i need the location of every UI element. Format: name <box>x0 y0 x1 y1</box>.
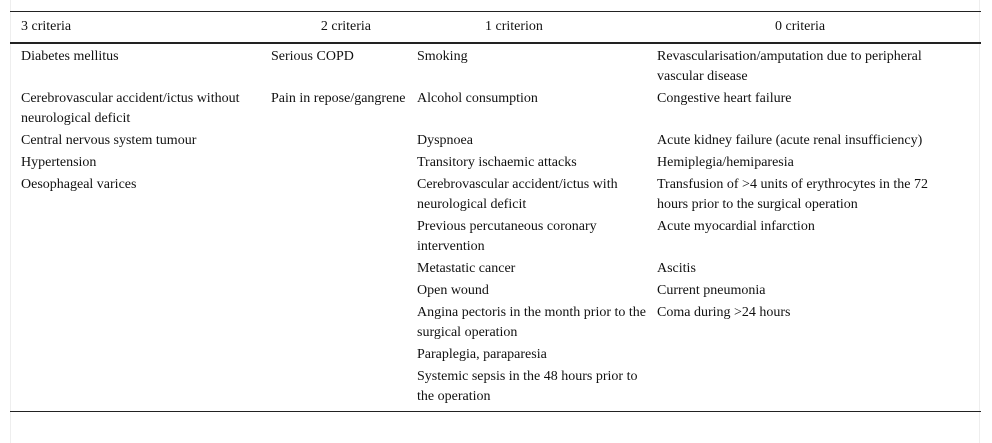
table-cell <box>260 258 407 280</box>
table-cell: Dyspnoea <box>417 133 473 148</box>
table-cell <box>10 344 260 366</box>
table-cell: Current pneumonia <box>657 283 766 298</box>
table-cell: Paraplegia, paraparesia <box>417 347 547 362</box>
table-cell: Smoking <box>417 49 468 64</box>
table-cell <box>260 216 407 258</box>
table-cell <box>260 366 407 412</box>
table-cell: Previous percutaneous coronary intervention <box>417 219 597 254</box>
table-cell <box>260 344 407 366</box>
table-cell: Acute myocardial infarction <box>657 219 815 234</box>
table-row <box>10 302 981 344</box>
table-cell: Hypertension <box>21 155 97 170</box>
table-row <box>10 88 981 130</box>
table-cell: Hemiplegia/hemiparesia <box>657 155 794 170</box>
table-cell <box>10 216 260 258</box>
column-header-1-criterion: 1 criterion <box>485 19 543 34</box>
table-row <box>10 280 981 302</box>
table-cell: Coma during >24 hours <box>657 305 791 320</box>
table-cell <box>10 280 260 302</box>
table-cell: Oesophageal varices <box>21 177 137 192</box>
table-cell <box>10 366 260 412</box>
table-cell: Systemic sepsis in the 48 hours prior to the operation <box>407 366 647 412</box>
table-cell: Congestive heart failure <box>657 91 792 106</box>
table-cell <box>10 258 260 280</box>
criteria-table <box>10 11 981 412</box>
table-cell: Cerebrovascular accident/ictus without neurological deficit <box>21 91 240 126</box>
table-cell <box>10 302 260 344</box>
table-cell: Pain in repose/gangrene <box>271 91 406 106</box>
table-cell: Transfusion of >4 units of erythrocytes in the 72 hours prior to the surgical operation <box>657 177 929 212</box>
table-cell: Central nervous system tumour <box>21 133 197 148</box>
table-row <box>10 130 981 152</box>
table-cell <box>647 366 981 412</box>
table-cell: Acute kidney failure (acute renal insufficiency) <box>657 133 923 148</box>
table-cell: Open wound <box>417 283 489 298</box>
table-cell: Cerebrovascular accident/ictus with neurological deficit <box>417 177 618 212</box>
table-cell <box>260 174 407 216</box>
column-header-0-criteria: 0 criteria <box>775 19 826 34</box>
column-header-3-criteria: 3 criteria <box>21 19 72 34</box>
table-row <box>10 344 981 366</box>
column-header-2-criteria: 2 criteria <box>320 19 371 34</box>
table-row <box>10 152 981 174</box>
table-row <box>10 174 981 216</box>
table-cell <box>260 152 407 174</box>
table-row <box>10 43 981 88</box>
table-cell: Angina pectoris in the month prior to the surgical operation <box>417 305 647 340</box>
table-cell <box>647 344 981 366</box>
table-cell <box>260 280 407 302</box>
table-cell: Metastatic cancer <box>417 261 516 276</box>
table-cell: Diabetes mellitus <box>21 49 119 64</box>
table-cell: Serious COPD <box>271 49 354 64</box>
table-cell <box>260 302 407 344</box>
table-cell: Revascularisation/amputation due to peripheral vascular disease <box>657 49 922 84</box>
table-cell <box>260 130 407 152</box>
table-cell: Transitory ischaemic attacks <box>417 155 577 170</box>
table-row <box>10 216 981 258</box>
table-cell: Ascitis <box>657 261 696 276</box>
table-row <box>10 366 981 412</box>
table-cell: Alcohol consumption <box>417 91 538 106</box>
table-header-row <box>10 12 981 44</box>
table-row <box>10 258 981 280</box>
